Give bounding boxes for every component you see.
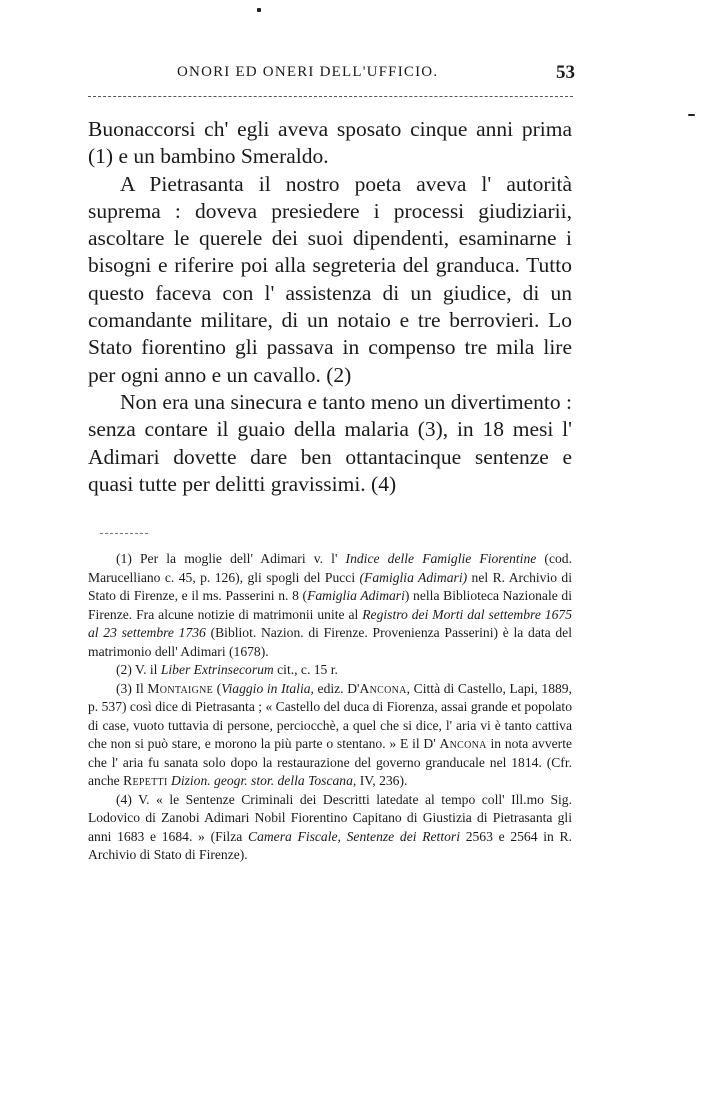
main-text <box>88 116 572 498</box>
footnote-2: (2) V. il Liber Extrinsecorum cit., c. 15 r. <box>116 662 338 677</box>
footnote-4: (4) V. « le Sentenze Criminali dei Descritti latedate al tempo coll' Ill.mo Sig. Lodovico di Zanobi Adimari Nobil Fiorentino Capitano di Giustizia di Pietrasanta gli anni 1683 e 1684. » (Filza Camera Fiscale, Sentenze dei Rettori 2563 e 2564 in R. Archivio di Stato di Firenze). <box>88 791 572 862</box>
page-number: 53 <box>556 62 575 83</box>
footnotes <box>88 550 572 865</box>
footnote-1: (1) Per la moglie dell' Adimari v. l' Indice delle Famiglie Fiorentine (cod. Marucelliano c. 45, p. 126), gli spogli del Pucci (Famiglia Adimari) nel R. Archivio di Stato di Firenze, e il ms. Passerini n. 8 (Famiglia Adimari) nella Biblioteca Nazionale di Firenze. Fra alcune notizie di matrimonii unite al Registro dei Morti dal settembre 1675 al 23 settembre 1736 (Bibliot. Nazion. di Firenze. Provenienza Passerini) è la data del matrimonio dell' Adimari (1678). <box>88 551 573 659</box>
paragraph-3: Non era una sinecura e tanto meno un divertimento : senza contare il guaio della malaria (3), in 18 mesi l' Adimari dovette dare ben ottantacinque sentenze e quasi tutte per delitti gravissimi. (4) <box>88 389 572 496</box>
header-rule <box>88 96 573 97</box>
footnote-3: (3) Il Montaigne (Viaggio in Italia, ediz. D'Ancona, Città di Castello, Lapi, 1889, p. 537) così dice di Pietrasanta ; « Castello del duca di Fiorenza, assai grande et popolato di case, vuoto tuttavia di persone, perciocchè, a quel che si dice, l' aria vi è tanto cattiva che non si può stare, e morono la più parte o stentano. » E il D' Ancona in nota avverte che l' aria fu sanata solo dopo la restaurazione del governo granducale nel 1814. (Cfr. anche Repetti Dizion. geogr. stor. della Toscana, IV, 236). <box>88 680 573 788</box>
print-speck <box>257 8 261 12</box>
footnote-separator <box>100 533 148 534</box>
running-title: ONORI ED ONERI DELL'UFFICIO. <box>177 64 439 80</box>
paragraph-1: Buonaccorsi ch' egli aveva sposato cinque anni prima (1) e un bambino Smeraldo. <box>88 117 572 169</box>
print-speck <box>688 114 695 116</box>
paragraph-2: A Pietrasanta il nostro poeta aveva l' autorità suprema : doveva presiedere i processi giudiziarii, ascoltare le querele dei suoi dipendenti, esaminarne i bisogni e riferire poi alla segreteria del granduca. Tutto questo faceva con l' assistenza di un giudice, di un comandante militare, di un notaio e tre berrovieri. Lo Stato fiorentino gli passava in compenso tre mila lire per ogni anno e un cavallo. (2) <box>88 171 572 387</box>
running-header <box>85 62 575 88</box>
